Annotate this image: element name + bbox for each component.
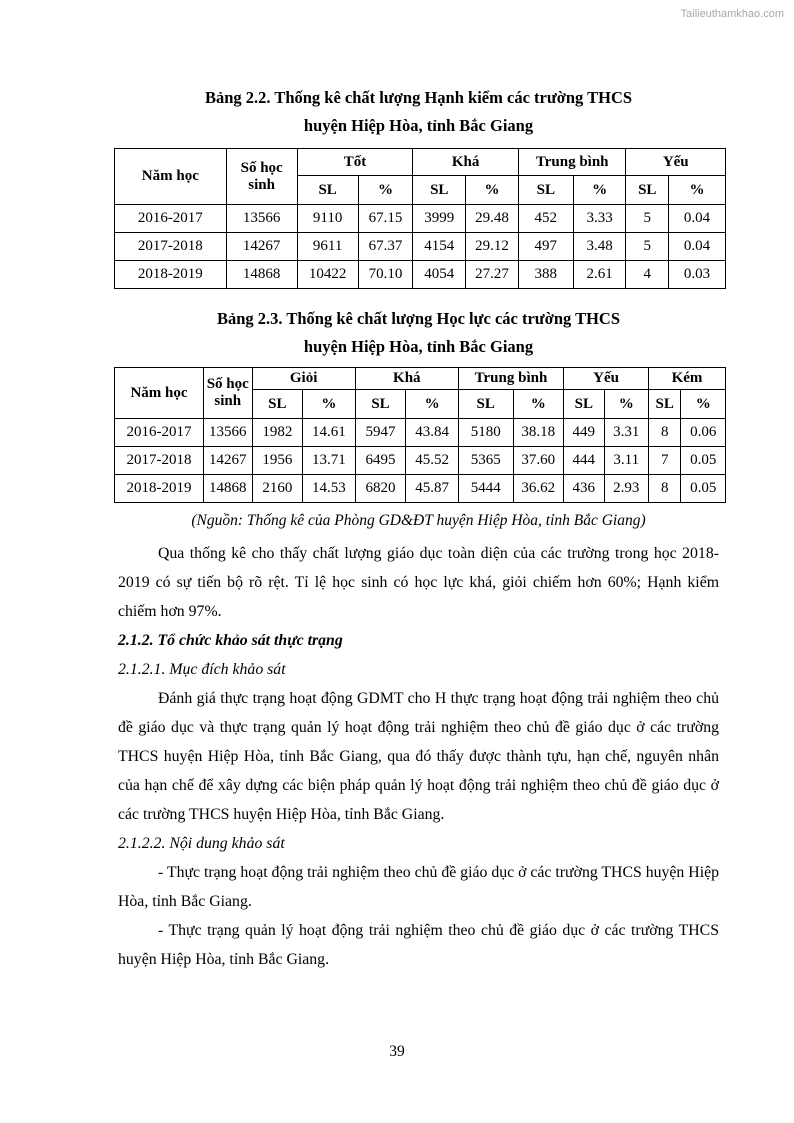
table1-subheader-pct: % xyxy=(669,176,726,205)
table-row xyxy=(115,205,726,233)
table2-header-nam-hoc: Năm học xyxy=(115,368,204,419)
table2-header-yeu: Yếu xyxy=(564,368,649,390)
heading-2-1-2-1: 2.1.2.1. Mục đích khảo sát xyxy=(118,661,286,678)
table1-subheader-sl: SL xyxy=(297,176,358,205)
table-cell: 8 xyxy=(649,419,681,447)
table-cell: 444 xyxy=(564,447,604,475)
table-cell: 5444 xyxy=(458,475,513,503)
table2-subheader-sl: SL xyxy=(458,390,513,419)
table-cell: 0.06 xyxy=(681,419,726,447)
table1-header-yeu: Yếu xyxy=(626,149,726,176)
table1-header-nam-hoc: Năm học xyxy=(115,149,227,205)
table-cell: 9110 xyxy=(297,205,358,233)
table-cell: 452 xyxy=(518,205,573,233)
table-cell: 10422 xyxy=(297,261,358,289)
table-cell: 14868 xyxy=(204,475,253,503)
table-cell: 2.93 xyxy=(604,475,649,503)
table-cell: 6820 xyxy=(355,475,406,503)
table-cell: 67.15 xyxy=(358,205,413,233)
table-cell: 27.27 xyxy=(466,261,519,289)
table-cell: 3.48 xyxy=(573,233,626,261)
heading-2-1-2-2: 2.1.2.2. Nội dung khảo sát xyxy=(118,835,285,852)
table-cell: 5180 xyxy=(458,419,513,447)
table-cell: 2016-2017 xyxy=(115,205,227,233)
table-cell: 45.87 xyxy=(406,475,459,503)
paragraph-noi-dung-1: - Thực trạng hoạt động trải nghiệm theo chủ đề giáo dục ở các trường THCS huyện Hiệp Hòa, tỉnh Bắc Giang. xyxy=(118,864,719,910)
table-row xyxy=(115,368,726,390)
page-number: 39 xyxy=(389,1043,405,1060)
table-cell: 29.48 xyxy=(466,205,519,233)
table-row xyxy=(115,149,726,176)
table1-title xyxy=(118,84,719,140)
table-cell: 36.62 xyxy=(513,475,564,503)
table2-subheader-pct: % xyxy=(604,390,649,419)
table-cell: 14868 xyxy=(226,261,297,289)
table-cell: 67.37 xyxy=(358,233,413,261)
table2-subheader-sl: SL xyxy=(649,390,681,419)
table1-body xyxy=(115,205,726,289)
table-cell: 2016-2017 xyxy=(115,419,204,447)
heading-2-1-2: 2.1.2. Tổ chức khảo sát thực trạng xyxy=(118,632,343,649)
table-cell: 43.84 xyxy=(406,419,459,447)
table-cell: 2017-2018 xyxy=(115,447,204,475)
table2-header-gioi: Giỏi xyxy=(252,368,355,390)
table2-subheader-pct: % xyxy=(681,390,726,419)
table1-header-trung-binh: Trung bình xyxy=(518,149,626,176)
table-hoc-luc xyxy=(114,367,726,503)
table-cell: 70.10 xyxy=(358,261,413,289)
table2-header-trung-binh: Trung bình xyxy=(458,368,563,390)
table-row xyxy=(115,233,726,261)
table1-header-kha: Khá xyxy=(413,149,519,176)
table-cell: 1956 xyxy=(252,447,303,475)
table-cell: 14267 xyxy=(204,447,253,475)
table-row xyxy=(115,419,726,447)
table-cell: 436 xyxy=(564,475,604,503)
table2-subheader-sl: SL xyxy=(252,390,303,419)
table-cell: 2018-2019 xyxy=(115,475,204,503)
table-cell: 2160 xyxy=(252,475,303,503)
table1-subheader-pct: % xyxy=(358,176,413,205)
table-cell: 1982 xyxy=(252,419,303,447)
table1-subheader-sl: SL xyxy=(626,176,669,205)
table2-subheader-pct: % xyxy=(513,390,564,419)
table1-title-line1: Bảng 2.2. Thống kê chất lượng Hạnh kiểm các trường THCS xyxy=(204,88,633,107)
table2-subheader-sl: SL xyxy=(564,390,604,419)
table-cell: 29.12 xyxy=(466,233,519,261)
table-cell: 38.18 xyxy=(513,419,564,447)
table1-subheader-sl: SL xyxy=(413,176,466,205)
table-cell: 4154 xyxy=(413,233,466,261)
table1-subheader-pct: % xyxy=(573,176,626,205)
table-cell: 0.05 xyxy=(681,475,726,503)
table2-subheader-sl: SL xyxy=(355,390,406,419)
table-row xyxy=(115,261,726,289)
table-cell: 14.53 xyxy=(303,475,356,503)
table-cell: 0.04 xyxy=(669,205,726,233)
table-row xyxy=(115,447,726,475)
paragraph-noi-dung-2: - Thực trạng quản lý hoạt động trải nghiệm theo chủ đề giáo dục ở các trường THCS huyện Hiệp Hòa, tỉnh Bắc Giang. xyxy=(118,922,719,968)
table2-title-line1: Bảng 2.3. Thống kê chất lượng Học lực các trường THCS xyxy=(216,309,621,328)
table1-subheader-pct: % xyxy=(466,176,519,205)
table-cell: 449 xyxy=(564,419,604,447)
table-cell: 2018-2019 xyxy=(115,261,227,289)
table-row xyxy=(115,475,726,503)
watermark: Tailieuthamkhao.com xyxy=(680,8,784,20)
table-cell: 3999 xyxy=(413,205,466,233)
paragraph-summary: Qua thống kê cho thấy chất lượng giáo dục toàn diện của các trường trong học 2018-2019 có sự tiến bộ rõ rệt. Tỉ lệ học sinh có học lực khá, giỏi chiếm hơn 60%; Hạnh kiểm chiếm hơn 97%. xyxy=(118,545,719,620)
table2-subheader-pct: % xyxy=(406,390,459,419)
table-cell: 388 xyxy=(518,261,573,289)
table-cell: 5 xyxy=(626,205,669,233)
table1-header-so-hoc-sinh: Số học sinh xyxy=(226,149,297,205)
table-cell: 45.52 xyxy=(406,447,459,475)
table1-title-line2: huyện Hiệp Hòa, tỉnh Bắc Giang xyxy=(303,116,534,135)
table-cell: 2.61 xyxy=(573,261,626,289)
table2-body xyxy=(115,419,726,503)
table-cell: 8 xyxy=(649,475,681,503)
table-cell: 13.71 xyxy=(303,447,356,475)
table-hanh-kiem xyxy=(114,148,726,289)
table-cell: 3.31 xyxy=(604,419,649,447)
source-note: (Nguồn: Thống kê của Phòng GD&ĐT huyện Hiệp Hòa, tỉnh Bắc Giang) xyxy=(191,512,646,529)
table-cell: 37.60 xyxy=(513,447,564,475)
table2-title-line2: huyện Hiệp Hòa, tỉnh Bắc Giang xyxy=(303,337,534,356)
table-cell: 5365 xyxy=(458,447,513,475)
table2-title xyxy=(118,305,719,361)
table-cell: 0.04 xyxy=(669,233,726,261)
table1-header-tot: Tốt xyxy=(297,149,413,176)
table1-subheader-sl: SL xyxy=(518,176,573,205)
table-cell: 13566 xyxy=(226,205,297,233)
table-cell: 5947 xyxy=(355,419,406,447)
table-cell: 13566 xyxy=(204,419,253,447)
table-cell: 14.61 xyxy=(303,419,356,447)
table2-subheader-pct: % xyxy=(303,390,356,419)
table-cell: 0.05 xyxy=(681,447,726,475)
table-cell: 7 xyxy=(649,447,681,475)
paragraph-muc-dich: Đánh giá thực trạng hoạt động GDMT cho H thực trạng hoạt động trải nghiệm theo chủ đề giáo dục và thực trạng quản lý hoạt động trải nghiệm theo chủ đề giáo dục ở các trường THCS huyện Hiệp Hòa, tỉnh Bắc Giang, qua đó thấy được thành tựu, hạn chế, nguyên nhân của hạn chế để xây dựng các biện pháp quản lý hoạt động trải nghiệm theo chủ đề giáo dục ở các trường THCS huyện Hiệp Hòa, tỉnh Bắc Giang. xyxy=(118,690,719,823)
table-cell: 0.03 xyxy=(669,261,726,289)
table2-header-kem: Kém xyxy=(649,368,726,390)
table2-header-kha: Khá xyxy=(355,368,458,390)
table-cell: 497 xyxy=(518,233,573,261)
table-cell: 6495 xyxy=(355,447,406,475)
table-cell: 4054 xyxy=(413,261,466,289)
table-cell: 14267 xyxy=(226,233,297,261)
table-cell: 2017-2018 xyxy=(115,233,227,261)
table-cell: 3.33 xyxy=(573,205,626,233)
table2-header-so-hoc-sinh: Số học sinh xyxy=(204,368,253,419)
table-cell: 5 xyxy=(626,233,669,261)
table-cell: 9611 xyxy=(297,233,358,261)
table-cell: 3.11 xyxy=(604,447,649,475)
table-cell: 4 xyxy=(626,261,669,289)
